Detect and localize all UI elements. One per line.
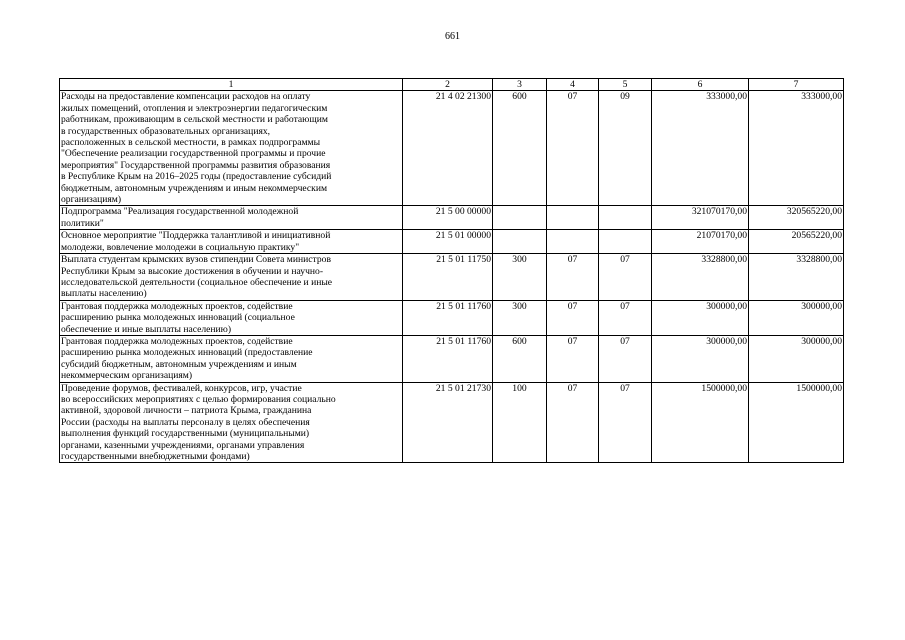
row-amount-7: 320565220,00 (749, 206, 844, 230)
row-code: 21 5 01 11760 (403, 300, 493, 335)
row-code: 21 5 01 21730 (403, 382, 493, 463)
row-col4: 07 (547, 335, 599, 382)
row-col4 (547, 206, 599, 230)
row-name: Расходы на предоставление компенсации расходов на оплату жилых помещений, отопления и электроэнергии педагогическим работникам, проживающим в сельской местности и работающим в государственных образовательных организациях, расположенных в сельской местности, в рамках подпрограммы "Обеспечение реализации государственной программы и прочие мероприятия" Государственной программы развития образования в Республике Крым на 2016–2025 годы (предоставление субсидий бюджетным, автономным учреждениям и иным некоммерческим организациям) (60, 91, 403, 206)
table-row (60, 254, 844, 301)
row-name: Грантовая поддержка молодежных проектов, содействие расширению рынка молодежных инноваций (социальное обеспечение и иные выплаты населению) (60, 300, 403, 335)
table-row (60, 230, 844, 254)
row-col5: 07 (599, 300, 652, 335)
row-code: 21 5 01 11750 (403, 254, 493, 301)
row-code: 21 5 01 00000 (403, 230, 493, 254)
row-amount-6: 300000,00 (652, 300, 749, 335)
row-amount-7: 3328800,00 (749, 254, 844, 301)
row-name: Основное мероприятие "Поддержка талантливой и инициативной молодежи, вовлечение молодежи в социальную практику" (60, 230, 403, 254)
row-col3 (493, 230, 547, 254)
row-amount-7: 333000,00 (749, 91, 844, 206)
row-amount-6: 321070170,00 (652, 206, 749, 230)
header-col-1: 1 (60, 79, 403, 91)
row-col5 (599, 206, 652, 230)
row-col3: 600 (493, 91, 547, 206)
row-col4 (547, 230, 599, 254)
header-col-6: 6 (652, 79, 749, 91)
header-col-7: 7 (749, 79, 844, 91)
row-code: 21 4 02 21300 (403, 91, 493, 206)
row-col3: 600 (493, 335, 547, 382)
row-col4: 07 (547, 382, 599, 463)
header-col-2: 2 (403, 79, 493, 91)
row-name: Грантовая поддержка молодежных проектов, содействие расширению рынка молодежных инноваций (предоставление субсидий бюджетным, автономным учреждениям и иным некоммерческим организациям) (60, 335, 403, 382)
row-amount-7: 20565220,00 (749, 230, 844, 254)
row-code: 21 5 00 00000 (403, 206, 493, 230)
header-col-4: 4 (547, 79, 599, 91)
header-col-3: 3 (493, 79, 547, 91)
table-row (60, 335, 844, 382)
table-row (60, 206, 844, 230)
row-amount-6: 3328800,00 (652, 254, 749, 301)
header-col-5: 5 (599, 79, 652, 91)
row-col4: 07 (547, 91, 599, 206)
row-col5: 09 (599, 91, 652, 206)
page-number: 661 (445, 31, 460, 42)
row-col5: 07 (599, 335, 652, 382)
row-amount-6: 333000,00 (652, 91, 749, 206)
row-col5: 07 (599, 254, 652, 301)
row-code: 21 5 01 11760 (403, 335, 493, 382)
row-col3 (493, 206, 547, 230)
header-row (60, 79, 844, 91)
row-col5: 07 (599, 382, 652, 463)
row-col3: 300 (493, 254, 547, 301)
row-col4: 07 (547, 300, 599, 335)
table-row (60, 91, 844, 206)
row-name: Подпрограмма "Реализация государственной молодежной политики" (60, 206, 403, 230)
row-col4: 07 (547, 254, 599, 301)
row-col3: 300 (493, 300, 547, 335)
row-col5 (599, 230, 652, 254)
row-amount-6: 300000,00 (652, 335, 749, 382)
table-row (60, 300, 844, 335)
row-amount-6: 21070170,00 (652, 230, 749, 254)
row-amount-6: 1500000,00 (652, 382, 749, 463)
row-col3: 100 (493, 382, 547, 463)
row-name: Проведение форумов, фестивалей, конкурсов, игр, участие во всероссийских мероприятиях с целью формирования социально активной, здоровой личности – патриота Крыма, гражданина России (расходы на выплаты персоналу в целях обеспечения выполнения функций государственными (муниципальными) органами, казенными учреждениями, органами управления государственными внебюджетными фондами) (60, 382, 403, 463)
row-amount-7: 300000,00 (749, 300, 844, 335)
row-amount-7: 1500000,00 (749, 382, 844, 463)
row-amount-7: 300000,00 (749, 335, 844, 382)
budget-table (59, 78, 844, 463)
table-row (60, 382, 844, 463)
row-name: Выплата студентам крымских вузов стипендии Совета министров Республики Крым за высокие достижения в обучении и научно- исследовательской деятельности (социальное обеспечение и иные выплаты населению) (60, 254, 403, 301)
